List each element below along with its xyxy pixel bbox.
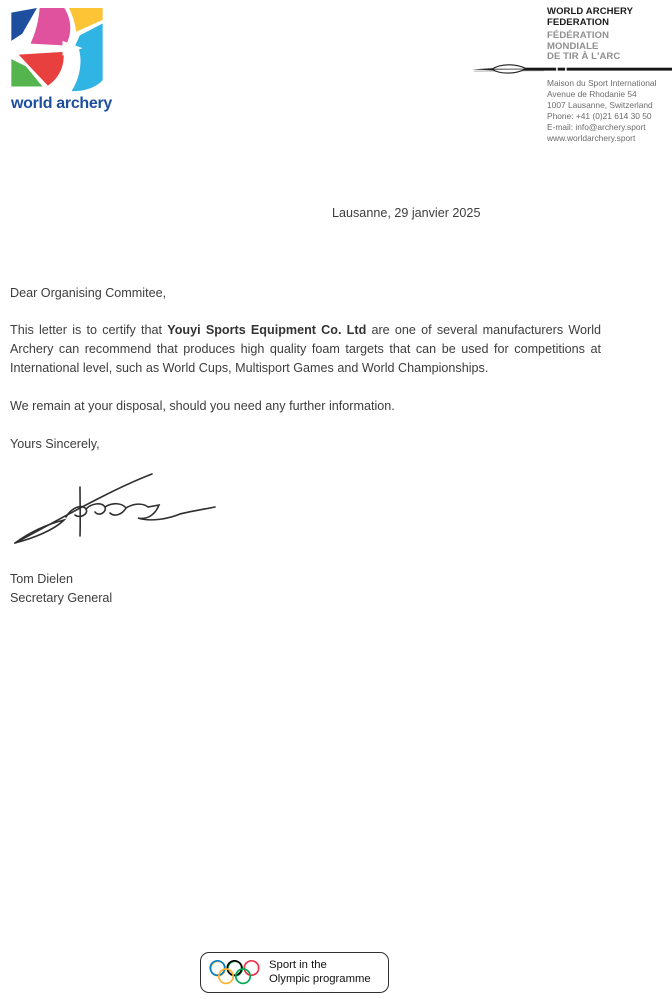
- org-name-english: [547, 7, 669, 28]
- org-name-en-line: FEDERATION: [547, 16, 610, 28]
- address-line-email: E-mail: info@archery.sport: [547, 121, 646, 132]
- signer-title: Secretary General: [10, 591, 113, 605]
- org-name-french: [547, 31, 669, 63]
- arrow-icon: [472, 62, 672, 76]
- world-archery-logo-icon: [11, 8, 103, 92]
- olympic-programme-badge: [200, 952, 389, 993]
- signature: [10, 462, 220, 552]
- org-name-fr-line: DE TIR À L'ARC: [547, 51, 621, 63]
- body-intro: This letter is to certify that: [10, 323, 168, 337]
- dateline: Lausanne, 29 janvier 2025: [332, 206, 481, 220]
- letter-body: [10, 284, 601, 608]
- olympic-badge-text: [269, 959, 371, 986]
- signature-icon: [10, 462, 220, 552]
- olympic-badge-line1: Sport in the: [269, 959, 327, 972]
- address-line: Avenue de Rhodanie 54: [547, 88, 637, 99]
- org-name-fr-line: FÉDÉRATION: [547, 30, 610, 42]
- org-name-en-line: WORLD ARCHERY: [547, 6, 634, 17]
- olympic-rings-icon: [209, 959, 261, 986]
- world-archery-wordmark: world archery: [11, 95, 113, 112]
- company-name: Youyi Sports Equipment Co. Ltd: [167, 323, 367, 337]
- org-name-fr-line: MONDIALE: [547, 40, 599, 52]
- signer-block: [10, 570, 601, 608]
- closing-line: We remain at your disposal, should you need any further information.: [10, 399, 395, 413]
- world-archery-logo: [11, 8, 121, 113]
- signer-name: Tom Dielen: [10, 572, 73, 586]
- address-line: 1007 Lausanne, Switzerland: [547, 99, 653, 110]
- org-name-block: [547, 7, 669, 63]
- body-paragraph: [10, 321, 601, 378]
- address-line: Maison du Sport International: [547, 78, 657, 88]
- address-line-phone: Phone: +41 (0)21 614 30 50: [547, 110, 652, 121]
- address-block: [547, 78, 672, 143]
- salutation: Dear Organising Commitee,: [10, 286, 167, 300]
- olympic-badge-line2: Olympic programme: [269, 972, 371, 985]
- body-rest: are one of several manufacturers World Archery can recommend that produces high quality foam targets that can be used for competitions at International level, such as World Cups, Multisport Games and World Championships.: [10, 323, 601, 375]
- signoff: Yours Sincerely,: [10, 437, 100, 451]
- address-line-website: www.worldarchery.sport: [547, 132, 636, 143]
